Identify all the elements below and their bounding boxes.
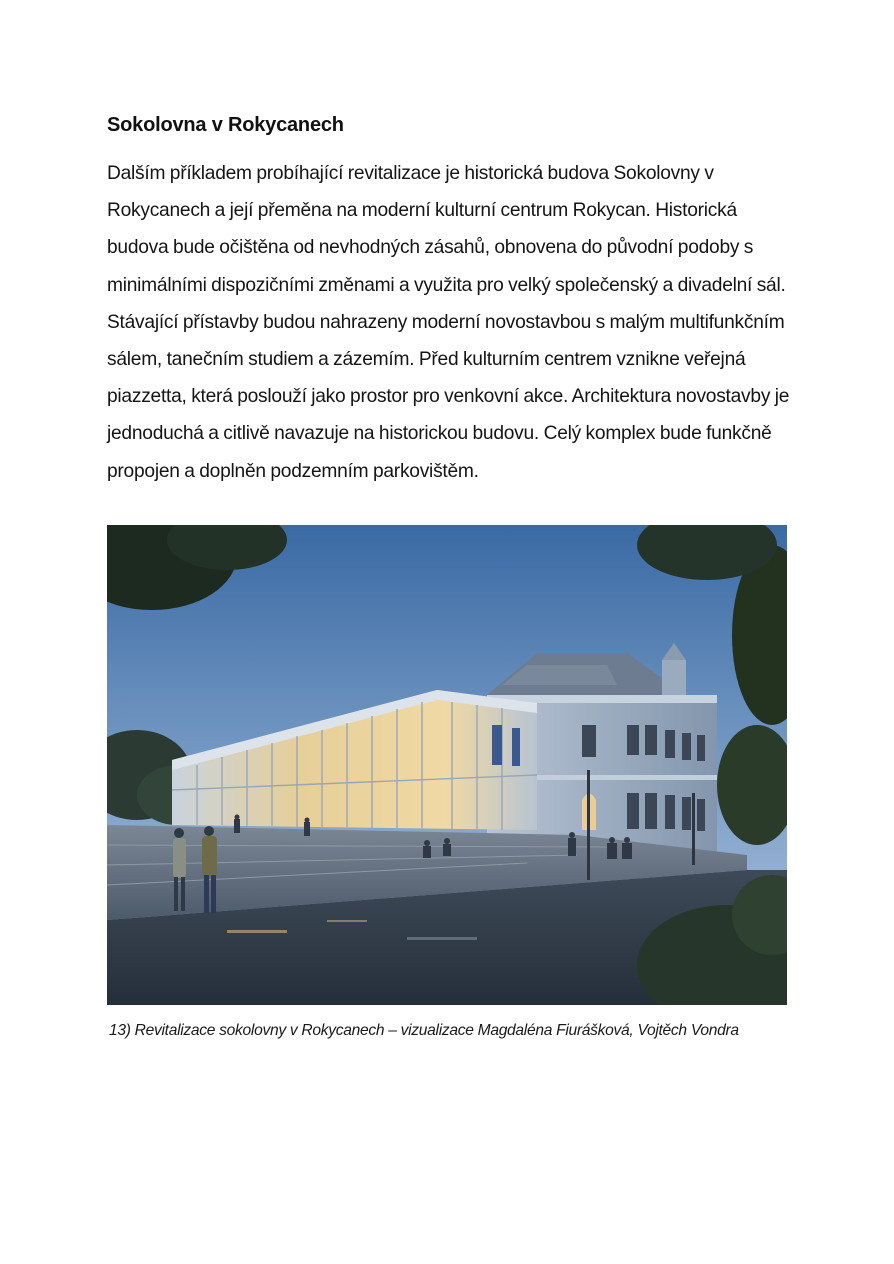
visualization-image: [107, 525, 787, 1005]
section-title: Sokolovna v Rokycanech: [107, 114, 344, 136]
visualization-illustration: [107, 525, 787, 1005]
figure-caption: 13) Revitalizace sokolovny v Rokycanech – vizualizace Magdaléna Fiurášková, Vojtěch Vondra: [109, 1022, 739, 1039]
section-paragraph: Dalším příkladem probíhající revitalizace je historická budova Sokolovny v Rokycanech a její přeměna na moderní kulturní centrum Rokycan. Historická budova bude očištěna od nevhodných zásahů, obnovena do původní podoby s minimálními dispozičními změnami a využita pro velký společenský a divadelní sál. Stávající přístavby budou nahrazeny moderní novostavbou s malým multifunkčním sálem, tanečním studiem a zázemím. Před kulturním centrem vznikne veřejná piazzetta, která poslouží jako prostor pro venkovní akce. Architektura novostavby je jednoduchá a citlivě navazuje na historickou budovu. Celý komplex bude funkčně propojen a doplněn podzemním parkovištěm.: [107, 163, 790, 482]
